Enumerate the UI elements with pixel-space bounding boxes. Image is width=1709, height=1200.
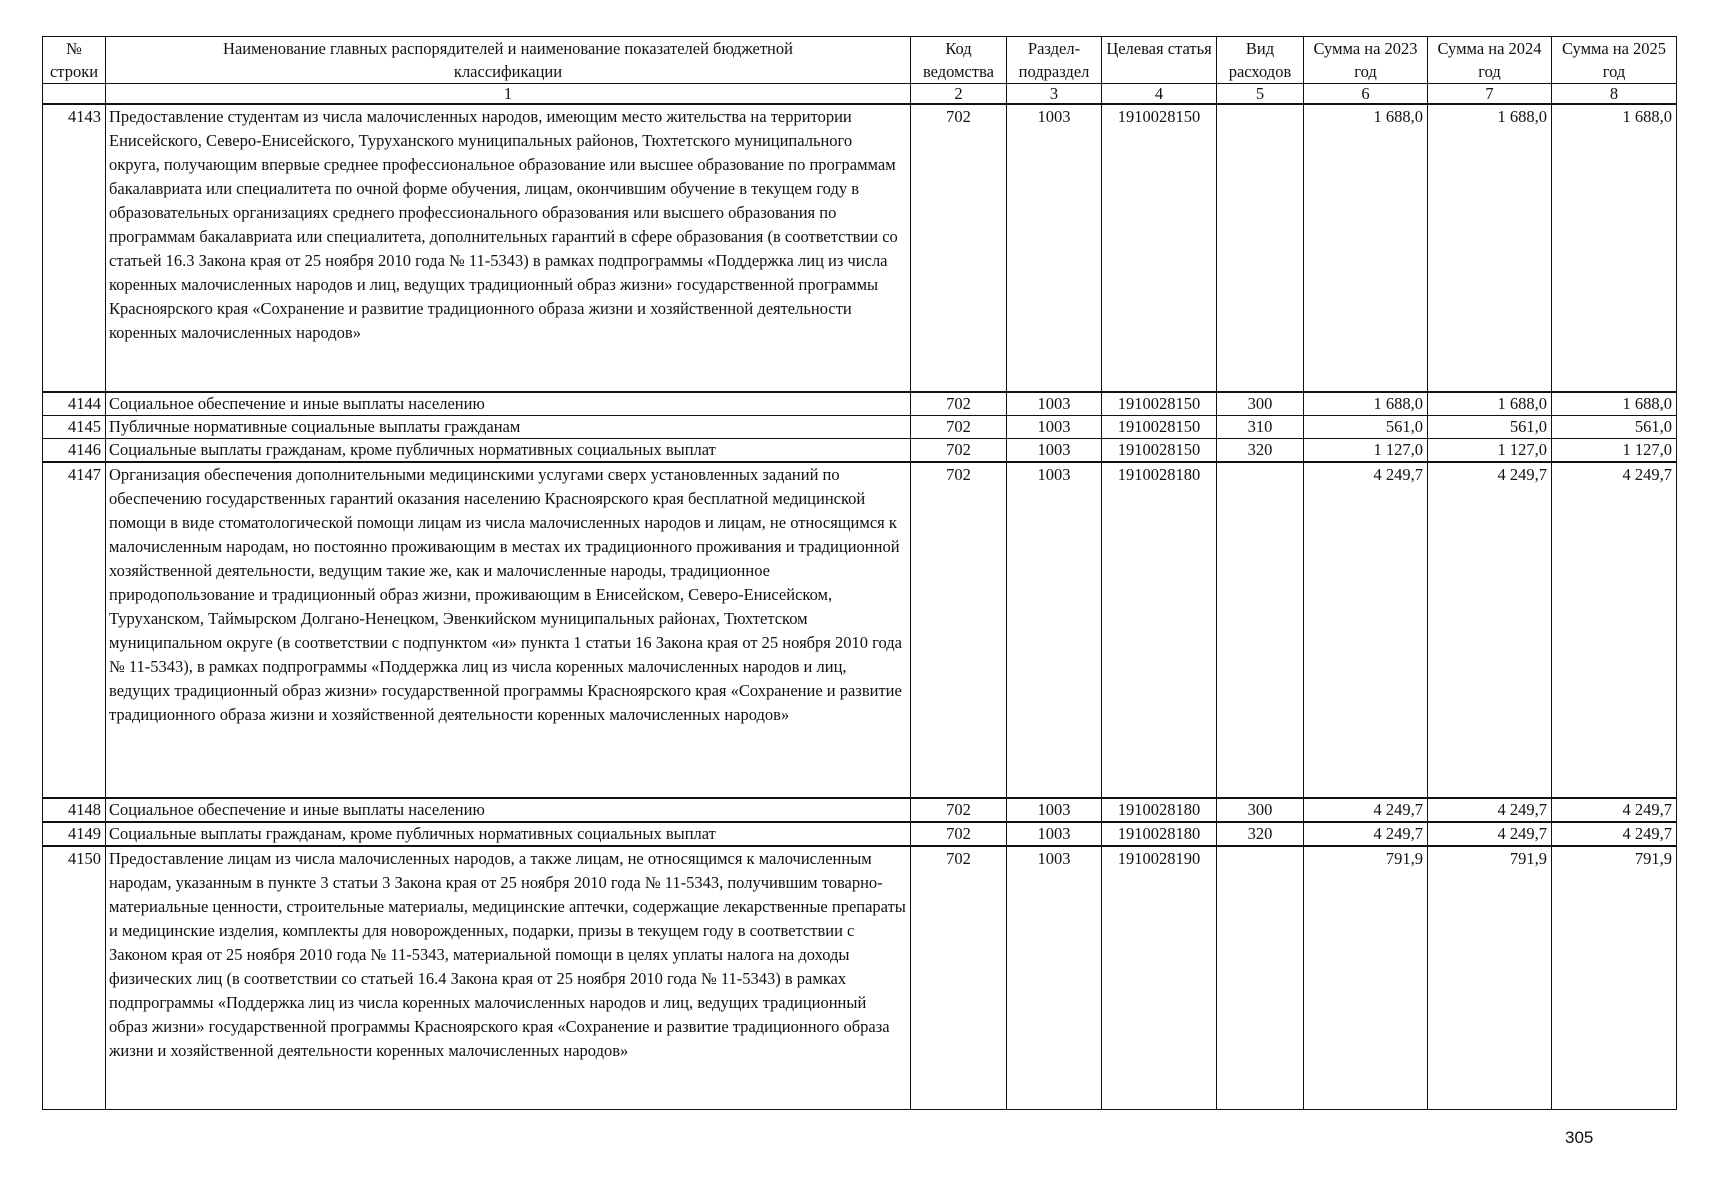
dept-code: 702 [911, 846, 1007, 1109]
table-row [43, 822, 1677, 846]
header-section: Раздел-подраздел [1007, 37, 1102, 84]
row-description: Публичные нормативные социальные выплаты гражданам [106, 416, 911, 439]
header-sum-2023: Сумма на 2023 год [1304, 37, 1428, 84]
row-number: 4148 [43, 798, 106, 822]
section-code: 1003 [1007, 416, 1102, 439]
header-sum-2024: Сумма на 2024 год [1428, 37, 1552, 84]
section-code: 1003 [1007, 798, 1102, 822]
table-row [43, 392, 1677, 416]
sum-2025: 4 249,7 [1552, 462, 1677, 798]
section-code: 1003 [1007, 104, 1102, 392]
expense-type [1217, 846, 1304, 1109]
header-row-number: № строки [43, 37, 106, 84]
target-article: 1910028180 [1102, 798, 1217, 822]
sum-2025: 4 249,7 [1552, 798, 1677, 822]
sum-2024: 1 127,0 [1428, 439, 1552, 463]
sum-2023: 561,0 [1304, 416, 1428, 439]
sum-2024: 4 249,7 [1428, 462, 1552, 798]
header-sum-2025: Сумма на 2025 год [1552, 37, 1677, 84]
sum-2025: 4 249,7 [1552, 822, 1677, 846]
dept-code: 702 [911, 392, 1007, 416]
header-name: Наименование главных распорядителей и наименование показателей бюджетной классификации [106, 37, 911, 84]
sum-2025: 1 127,0 [1552, 439, 1677, 463]
sum-2023: 4 249,7 [1304, 798, 1428, 822]
row-number: 4147 [43, 462, 106, 798]
budget-table [42, 36, 1677, 1110]
target-article: 1910028180 [1102, 462, 1217, 798]
table-header [43, 37, 1677, 105]
header-target-article: Целевая статья [1102, 37, 1217, 84]
dept-code: 702 [911, 822, 1007, 846]
dept-code: 702 [911, 104, 1007, 392]
header-dept-code: Код ведомства [911, 37, 1007, 84]
sum-2025: 1 688,0 [1552, 104, 1677, 392]
target-article: 1910028150 [1102, 104, 1217, 392]
expense-type [1217, 462, 1304, 798]
target-article: 1910028150 [1102, 416, 1217, 439]
row-number: 4149 [43, 822, 106, 846]
column-number: 1 [106, 84, 911, 105]
row-description: Предоставление студентам из числа малочисленных народов, имеющим место жительства на территории Енисейского, Северо-Енисейского, Туруханского муниципальных районов, Тюхтетского муниципального округа, получающим впервые среднее профессиональное образование или высшее образование по программам бакалавриата или специалитета по очной форме обучения, лицам, окончившим обучение в текущем году в образовательных организациях среднего профессионального образования или высшего образования по программам бакалавриата или специалитета, дополнительных гарантий в сфере образования (в соответствии со статьей 16.3 Закона края от 25 ноября 2010 года № 11-5343) в рамках подпрограммы «Поддержка лиц из числа коренных малочисленных народов и лиц, ведущих традиционный образ жизни» государственной программы Красноярского края «Сохранение и развитие традиционного образа жизни и хозяйственной деятельности коренных малочисленных народов» [106, 104, 911, 392]
table-row [43, 439, 1677, 463]
section-code: 1003 [1007, 822, 1102, 846]
column-number: 6 [1304, 84, 1428, 105]
row-number: 4144 [43, 392, 106, 416]
table-row [43, 462, 1677, 798]
sum-2024: 791,9 [1428, 846, 1552, 1109]
sum-2023: 791,9 [1304, 846, 1428, 1109]
sum-2024: 4 249,7 [1428, 798, 1552, 822]
sum-2025: 561,0 [1552, 416, 1677, 439]
column-number: 3 [1007, 84, 1102, 105]
section-code: 1003 [1007, 846, 1102, 1109]
column-number: 2 [911, 84, 1007, 105]
sum-2023: 4 249,7 [1304, 822, 1428, 846]
section-code: 1003 [1007, 392, 1102, 416]
target-article: 1910028150 [1102, 392, 1217, 416]
sum-2023: 1 688,0 [1304, 392, 1428, 416]
row-number: 4145 [43, 416, 106, 439]
expense-type: 310 [1217, 416, 1304, 439]
dept-code: 702 [911, 798, 1007, 822]
dept-code: 702 [911, 416, 1007, 439]
expense-type: 300 [1217, 392, 1304, 416]
sum-2024: 1 688,0 [1428, 392, 1552, 416]
sum-2024: 1 688,0 [1428, 104, 1552, 392]
sum-2023: 1 688,0 [1304, 104, 1428, 392]
target-article: 1910028150 [1102, 439, 1217, 463]
page-number: 305 [1565, 1128, 1594, 1147]
dept-code: 702 [911, 439, 1007, 463]
sum-2023: 4 249,7 [1304, 462, 1428, 798]
sum-2024: 4 249,7 [1428, 822, 1552, 846]
sum-2023: 1 127,0 [1304, 439, 1428, 463]
table-row [43, 798, 1677, 822]
header-expense-type: Вид расходов [1217, 37, 1304, 84]
column-number: 7 [1428, 84, 1552, 105]
table-row [43, 104, 1677, 392]
dept-code: 702 [911, 462, 1007, 798]
sum-2025: 1 688,0 [1552, 392, 1677, 416]
expense-type: 320 [1217, 822, 1304, 846]
sum-2025: 791,9 [1552, 846, 1677, 1109]
section-code: 1003 [1007, 439, 1102, 463]
table-row [43, 846, 1677, 1109]
row-description: Социальное обеспечение и иные выплаты населению [106, 392, 911, 416]
expense-type: 320 [1217, 439, 1304, 463]
column-number: 4 [1102, 84, 1217, 105]
row-number: 4150 [43, 846, 106, 1109]
row-number: 4146 [43, 439, 106, 463]
column-number-row [43, 84, 1677, 105]
sum-2024: 561,0 [1428, 416, 1552, 439]
row-number: 4143 [43, 104, 106, 392]
row-description: Социальные выплаты гражданам, кроме публичных нормативных социальных выплат [106, 822, 911, 846]
column-number: 8 [1552, 84, 1677, 105]
row-description: Организация обеспечения дополнительными медицинскими услугами сверх установленных заданий по обеспечению государственных гарантий оказания населению Красноярского края бесплатной медицинской помощи в виде стоматологической помощи лицам из числа малочисленных народов и лицам, не относящимся к малочисленным народам, но постоянно проживающим в местах их традиционного проживания и традиционной хозяйственной деятельности, ведущим такие же, как и малочисленные народы, традиционное природопользование и традиционный образ жизни, проживающим в Енисейском, Северо-Енисейском, Туруханском, Таймырском Долгано-Ненецком, Эвенкийском муниципальных районах, Тюхтетском муниципальном округе (в соответствии с подпунктом «и» пункта 1 статьи 16 Закона края от 25 ноября 2010 года № 11-5343), в рамках подпрограммы «Поддержка лиц из числа коренных малочисленных народов и лиц, ведущих традиционный образ жизни» государственной программы Красноярского края «Сохранение и развитие традиционного образа жизни и хозяйственной деятельности коренных малочисленных народов» [106, 462, 911, 798]
table-row [43, 416, 1677, 439]
target-article: 1910028180 [1102, 822, 1217, 846]
section-code: 1003 [1007, 462, 1102, 798]
row-description: Предоставление лицам из числа малочисленных народов, а также лицам, не относящимся к малочисленным народам, указанным в пункте 3 статьи 3 Закона края от 25 ноября 2010 года № 11-5343, получившим товарно-материальные ценности, строительные материалы, медицинские аптечки, содержащие лекарственные препараты и медицинские изделия, комплекты для новорожденных, подарки, призы в текущем году в соответствии с Законом края от 25 ноября 2010 года № 11-5343, материальной помощи в целях уплаты налога на доходы физических лиц (в соответствии со статьей 16.4 Закона края от 25 ноября 2010 года № 11-5343) в рамках подпрограммы «Поддержка лиц из числа коренных малочисленных народов и лиц, ведущих традиционный образ жизни» государственной программы Красноярского края «Сохранение и развитие традиционного образа жизни и хозяйственной деятельности коренных малочисленных народов» [106, 846, 911, 1109]
row-description: Социальное обеспечение и иные выплаты населению [106, 798, 911, 822]
row-description: Социальные выплаты гражданам, кроме публичных нормативных социальных выплат [106, 439, 911, 463]
target-article: 1910028190 [1102, 846, 1217, 1109]
column-number [43, 84, 106, 105]
expense-type [1217, 104, 1304, 392]
column-number: 5 [1217, 84, 1304, 105]
expense-type: 300 [1217, 798, 1304, 822]
